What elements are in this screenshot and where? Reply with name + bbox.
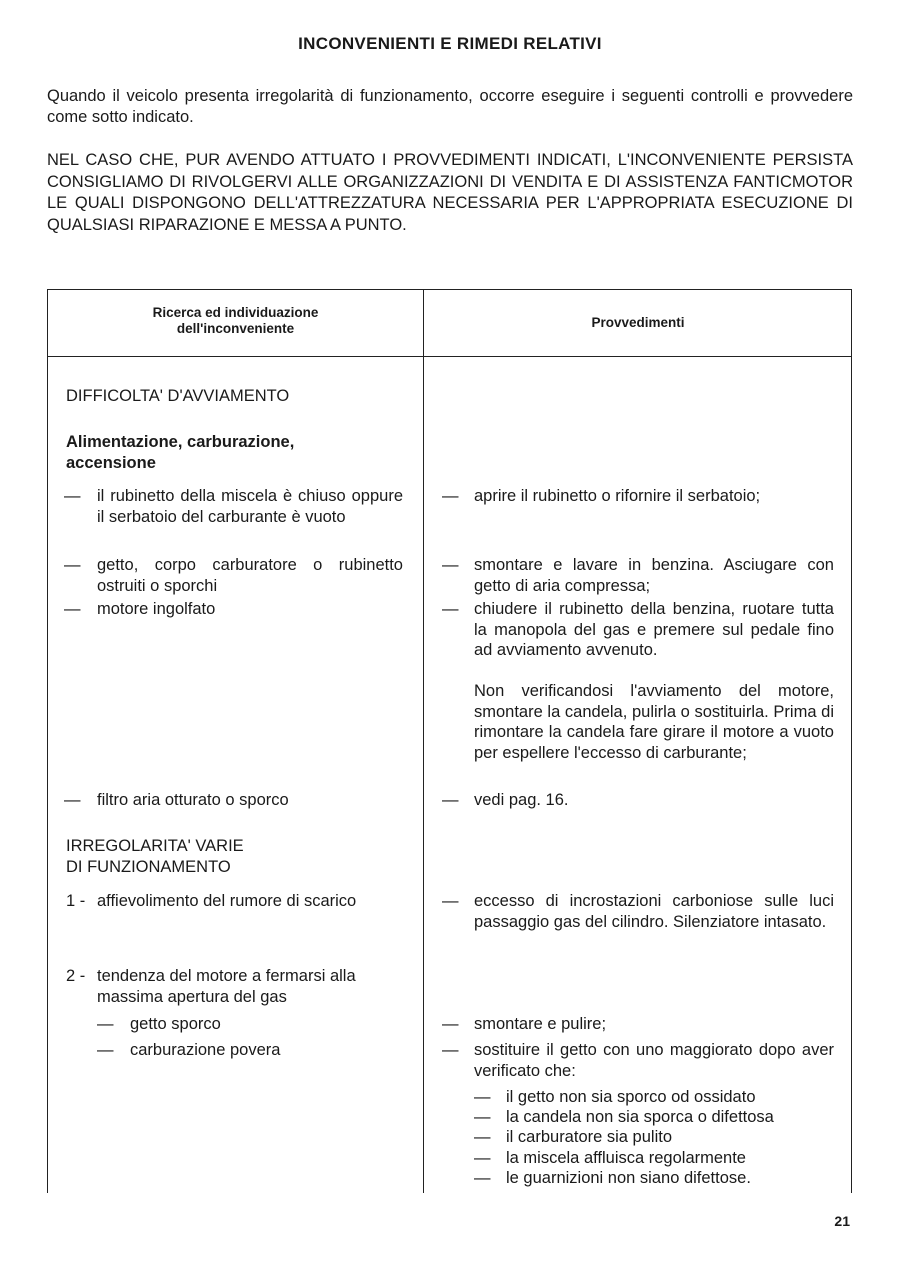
column-divider xyxy=(423,290,424,1193)
page-title: INCONVENIENTI E RIMEDI RELATIVI xyxy=(298,34,602,53)
header-left-line2: dell'inconveniente xyxy=(176,321,295,336)
section-irregularities-line1: IRREGOLARITA' VARIE xyxy=(66,837,244,855)
header-left-line1: Ricerca ed individuazione xyxy=(152,305,319,320)
dash-mark: — xyxy=(64,487,81,505)
dash-mark: — xyxy=(474,1128,491,1146)
remedy-see-page: vedi pag. 16. xyxy=(474,791,569,809)
section-irregularities-line2: DI FUNZIONAMENTO xyxy=(66,858,231,876)
page-number: 21 xyxy=(834,1213,850,1229)
problem-engine-flooded: motore ingolfato xyxy=(97,600,216,618)
item-number-2: 2 - xyxy=(66,967,86,985)
problem-lean-mixture: carburazione povera xyxy=(130,1041,281,1059)
remedy-flooded-engine: chiudere il rubinetto della benzina, ruotare tutta la manopola del gas e premere sul pedale fino ad avviamento avvenuto. xyxy=(474,600,834,659)
header-right: Provvedimenti xyxy=(591,315,685,330)
dash-mark: — xyxy=(474,1108,491,1126)
header-left xyxy=(48,305,423,337)
problem-engine-stalls: tendenza del motore a fermarsi alla massima apertura del gas xyxy=(97,967,356,1006)
remedy-carbon-deposits: eccesso di incrostazioni carboniose sulle luci passaggio gas del cilindro. Silenziatore intasato. xyxy=(474,892,834,931)
check-item: la miscela affluisca regolarmente xyxy=(506,1149,746,1167)
problem-exhaust-noise: affievolimento del rumore di scarico xyxy=(97,892,357,910)
dash-mark: — xyxy=(97,1041,114,1059)
remedy-open-valve: aprire il rubinetto o rifornire il serbatoio; xyxy=(474,487,761,505)
dash-mark: — xyxy=(442,600,459,618)
remedy-larger-jet: sostituire il getto con uno maggiorato dopo aver verificato che: xyxy=(474,1041,834,1080)
dash-mark: — xyxy=(442,791,459,809)
check-item: il getto non sia sporco od ossidato xyxy=(506,1088,756,1106)
subsection-heading-line2: accensione xyxy=(66,454,156,472)
dash-mark: — xyxy=(474,1088,491,1106)
subsection-heading-line1: Alimentazione, carburazione, xyxy=(66,433,295,451)
dash-mark: — xyxy=(442,1015,459,1033)
dash-mark: — xyxy=(442,556,459,574)
header-divider xyxy=(48,356,851,357)
section-starting-difficulty: DIFFICOLTA' D'AVVIAMENTO xyxy=(66,387,290,405)
dash-mark: — xyxy=(64,556,81,574)
check-item: il carburatore sia pulito xyxy=(506,1128,672,1146)
remedy-spark-plug: Non verificandosi l'avviamento del motore, smontare la candela, pulirla o sostituirla. Prima di rimontare la candela fare girare il motore a vuoto per espellere l'eccesso di carburante; xyxy=(474,682,834,762)
dash-mark: — xyxy=(64,600,81,618)
dash-mark: — xyxy=(442,892,459,910)
problem-air-filter: filtro aria otturato o sporco xyxy=(97,791,289,809)
troubleshooting-table xyxy=(47,289,852,1193)
check-item: le guarnizioni non siano difettose. xyxy=(506,1169,751,1187)
dash-mark: — xyxy=(442,487,459,505)
dash-mark: — xyxy=(64,791,81,809)
item-number-1: 1 - xyxy=(66,892,86,910)
dash-mark: — xyxy=(97,1015,114,1033)
problem-jet-clogged: getto, corpo carburatore o rubinetto ostruiti o sporchi xyxy=(97,556,403,595)
dash-mark: — xyxy=(474,1169,491,1187)
problem-dirty-jet: getto sporco xyxy=(130,1015,221,1033)
check-item: la candela non sia sporca o difettosa xyxy=(506,1108,774,1126)
dash-mark: — xyxy=(474,1149,491,1167)
remedy-clean-jet: smontare e lavare in benzina. Asciugare con getto di aria compressa; xyxy=(474,556,834,595)
dash-mark: — xyxy=(442,1041,459,1059)
problem-valve-closed: il rubinetto della miscela è chiuso oppure il serbatoio del carburante è vuoto xyxy=(97,487,403,526)
notice-paragraph: NEL CASO CHE, PUR AVENDO ATTUATO I PROVVEDIMENTI INDICATI, L'INCONVENIENTE PERSISTA CONSIGLIAMO DI RIVOLGERVI ALLE ORGANIZZAZIONI DI VENDITA E DI ASSISTENZA FANTICMOTOR LE QUALI DISPONGONO DELL'ATTREZZATURA NECESSARIA PER L'APPROPRIATA ESECUZIONE DI QUALSIASI RIPARAZIONE E MESSA A PUNTO. xyxy=(47,151,853,234)
remedy-disassemble-clean: smontare e pulire; xyxy=(474,1015,607,1033)
intro-paragraph: Quando il veicolo presenta irregolarità di funzionamento, occorre eseguire i seguenti controlli e provvedere come sotto indicato. xyxy=(47,87,853,126)
